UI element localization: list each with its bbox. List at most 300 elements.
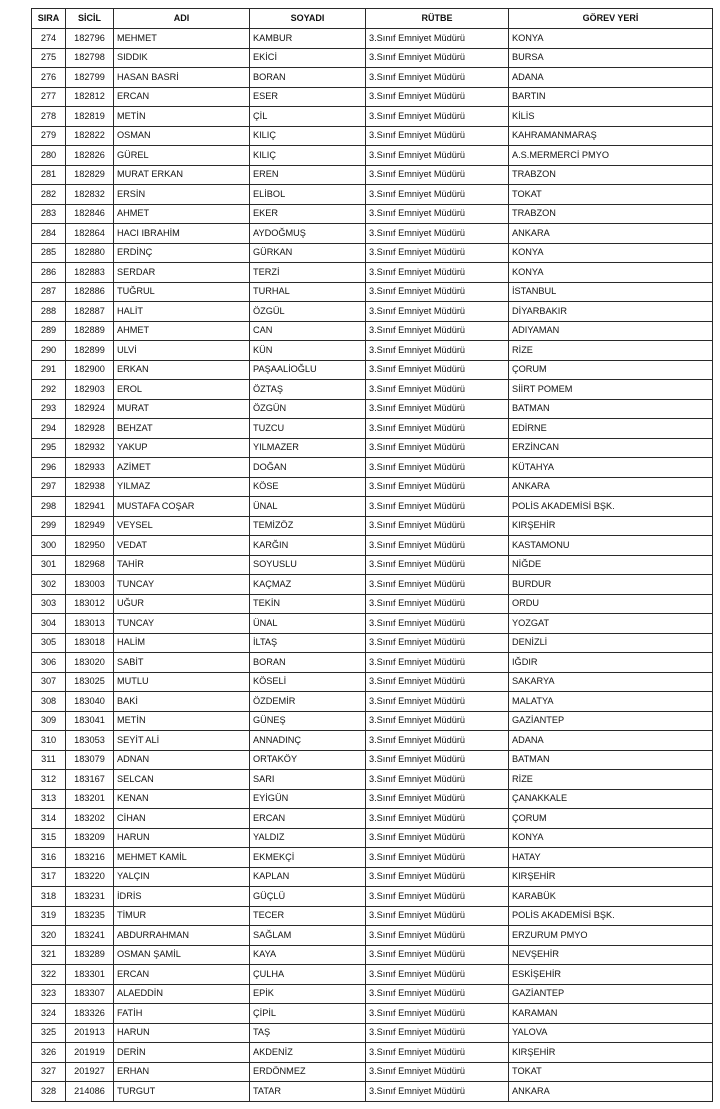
cell-sicil: 182928 <box>66 419 114 439</box>
cell-sicil: 182950 <box>66 536 114 556</box>
table-body <box>32 29 713 1102</box>
cell-soyadi: GÜÇLÜ <box>250 887 366 907</box>
cell-gorev-yeri: POLİS AKADEMİSİ BŞK. <box>509 906 713 926</box>
table-row <box>32 653 713 673</box>
cell-adi: DERİN <box>114 1043 250 1063</box>
cell-adi: SABİT <box>114 653 250 673</box>
cell-sira: 300 <box>32 536 66 556</box>
cell-gorev-yeri: YOZGAT <box>509 614 713 634</box>
cell-soyadi: EYİGÜN <box>250 789 366 809</box>
table-row <box>32 906 713 926</box>
cell-sira: 308 <box>32 692 66 712</box>
cell-sicil: 183301 <box>66 965 114 985</box>
cell-gorev-yeri: KONYA <box>509 263 713 283</box>
table-row <box>32 68 713 88</box>
cell-rutbe: 3.Sınıf Emniyet Müdürü <box>366 750 509 770</box>
table-row <box>32 965 713 985</box>
cell-gorev-yeri: IĞDIR <box>509 653 713 673</box>
cell-gorev-yeri: ANKARA <box>509 1082 713 1102</box>
cell-gorev-yeri: TOKAT <box>509 1062 713 1082</box>
table-row <box>32 594 713 614</box>
table-row <box>32 1082 713 1102</box>
cell-rutbe: 3.Sınıf Emniyet Müdürü <box>366 438 509 458</box>
cell-gorev-yeri: GAZİANTEP <box>509 711 713 731</box>
table-row <box>32 867 713 887</box>
cell-soyadi: CAN <box>250 321 366 341</box>
cell-soyadi: YILMAZER <box>250 438 366 458</box>
cell-gorev-yeri: DİYARBAKIR <box>509 302 713 322</box>
cell-sicil: 201919 <box>66 1043 114 1063</box>
cell-adi: YAKUP <box>114 438 250 458</box>
cell-rutbe: 3.Sınıf Emniyet Müdürü <box>366 243 509 263</box>
table-row <box>32 1043 713 1063</box>
cell-rutbe: 3.Sınıf Emniyet Müdürü <box>366 302 509 322</box>
cell-soyadi: TAŞ <box>250 1023 366 1043</box>
cell-sira: 307 <box>32 672 66 692</box>
cell-soyadi: YALDIZ <box>250 828 366 848</box>
cell-sira: 303 <box>32 594 66 614</box>
cell-adi: TUNCAY <box>114 614 250 634</box>
cell-sira: 274 <box>32 29 66 49</box>
cell-adi: CİHAN <box>114 809 250 829</box>
cell-gorev-yeri: TRABZON <box>509 204 713 224</box>
cell-sicil: 183020 <box>66 653 114 673</box>
cell-sira: 275 <box>32 48 66 68</box>
cell-rutbe: 3.Sınıf Emniyet Müdürü <box>366 87 509 107</box>
cell-soyadi: ÇİL <box>250 107 366 127</box>
cell-adi: SEYİT ALİ <box>114 731 250 751</box>
cell-soyadi: TEMİZÖZ <box>250 516 366 536</box>
cell-rutbe: 3.Sınıf Emniyet Müdürü <box>366 107 509 127</box>
cell-sicil: 201927 <box>66 1062 114 1082</box>
cell-gorev-yeri: ADANA <box>509 68 713 88</box>
cell-sira: 302 <box>32 575 66 595</box>
cell-adi: TAHİR <box>114 555 250 575</box>
cell-sira: 322 <box>32 965 66 985</box>
cell-sicil: 182938 <box>66 477 114 497</box>
cell-sira: 279 <box>32 126 66 146</box>
cell-sira: 289 <box>32 321 66 341</box>
cell-adi: AHMET <box>114 321 250 341</box>
cell-sira: 320 <box>32 926 66 946</box>
cell-soyadi: EKİCİ <box>250 48 366 68</box>
cell-adi: OSMAN <box>114 126 250 146</box>
cell-sicil: 183167 <box>66 770 114 790</box>
personnel-table <box>31 8 713 1102</box>
header-rutbe: RÜTBE <box>366 9 509 29</box>
cell-sira: 288 <box>32 302 66 322</box>
cell-rutbe: 3.Sınıf Emniyet Müdürü <box>366 29 509 49</box>
cell-rutbe: 3.Sınıf Emniyet Müdürü <box>366 204 509 224</box>
cell-adi: BAKİ <box>114 692 250 712</box>
cell-sicil: 183025 <box>66 672 114 692</box>
cell-rutbe: 3.Sınıf Emniyet Müdürü <box>366 711 509 731</box>
table-row <box>32 282 713 302</box>
cell-rutbe: 3.Sınıf Emniyet Müdürü <box>366 770 509 790</box>
table-row <box>32 29 713 49</box>
cell-adi: AZİMET <box>114 458 250 478</box>
cell-sira: 278 <box>32 107 66 127</box>
cell-soyadi: TECER <box>250 906 366 926</box>
cell-sira: 309 <box>32 711 66 731</box>
cell-gorev-yeri: ORDU <box>509 594 713 614</box>
cell-adi: ADNAN <box>114 750 250 770</box>
cell-soyadi: SARI <box>250 770 366 790</box>
cell-rutbe: 3.Sınıf Emniyet Müdürü <box>366 1043 509 1063</box>
cell-sira: 280 <box>32 146 66 166</box>
cell-sira: 283 <box>32 204 66 224</box>
cell-soyadi: ÇİPİL <box>250 1004 366 1024</box>
cell-adi: UĞUR <box>114 594 250 614</box>
cell-gorev-yeri: SAKARYA <box>509 672 713 692</box>
cell-gorev-yeri: ESKİŞEHİR <box>509 965 713 985</box>
cell-soyadi: AYDOĞMUŞ <box>250 224 366 244</box>
table-row <box>32 750 713 770</box>
cell-sicil: 183201 <box>66 789 114 809</box>
cell-rutbe: 3.Sınıf Emniyet Müdürü <box>366 458 509 478</box>
cell-sicil: 182886 <box>66 282 114 302</box>
cell-rutbe: 3.Sınıf Emniyet Müdürü <box>366 1082 509 1102</box>
cell-soyadi: KÖSELİ <box>250 672 366 692</box>
cell-gorev-yeri: GAZİANTEP <box>509 984 713 1004</box>
cell-soyadi: TURHAL <box>250 282 366 302</box>
cell-sira: 285 <box>32 243 66 263</box>
cell-sicil: 182819 <box>66 107 114 127</box>
cell-soyadi: KAMBUR <box>250 29 366 49</box>
cell-soyadi: KÖSE <box>250 477 366 497</box>
cell-rutbe: 3.Sınıf Emniyet Müdürü <box>366 263 509 283</box>
cell-sicil: 182933 <box>66 458 114 478</box>
cell-sicil: 183241 <box>66 926 114 946</box>
cell-gorev-yeri: ADANA <box>509 731 713 751</box>
cell-rutbe: 3.Sınıf Emniyet Müdürü <box>366 887 509 907</box>
cell-adi: OSMAN ŞAMİL <box>114 945 250 965</box>
cell-rutbe: 3.Sınıf Emniyet Müdürü <box>366 497 509 517</box>
table-row <box>32 380 713 400</box>
cell-gorev-yeri: ERZİNCAN <box>509 438 713 458</box>
cell-adi: SIDDIK <box>114 48 250 68</box>
cell-sira: 318 <box>32 887 66 907</box>
cell-soyadi: SOYUSLU <box>250 555 366 575</box>
cell-adi: YILMAZ <box>114 477 250 497</box>
cell-gorev-yeri: KARABÜK <box>509 887 713 907</box>
cell-rutbe: 3.Sınıf Emniyet Müdürü <box>366 321 509 341</box>
cell-rutbe: 3.Sınıf Emniyet Müdürü <box>366 809 509 829</box>
cell-rutbe: 3.Sınıf Emniyet Müdürü <box>366 789 509 809</box>
cell-rutbe: 3.Sınıf Emniyet Müdürü <box>366 48 509 68</box>
header-soyadi: SOYADI <box>250 9 366 29</box>
cell-soyadi: ÜNAL <box>250 497 366 517</box>
cell-adi: GÜREL <box>114 146 250 166</box>
cell-adi: FATİH <box>114 1004 250 1024</box>
cell-sicil: 183209 <box>66 828 114 848</box>
cell-soyadi: EREN <box>250 165 366 185</box>
cell-sira: 327 <box>32 1062 66 1082</box>
cell-sicil: 182799 <box>66 68 114 88</box>
cell-sicil: 182864 <box>66 224 114 244</box>
cell-soyadi: ÇULHA <box>250 965 366 985</box>
cell-rutbe: 3.Sınıf Emniyet Müdürü <box>366 848 509 868</box>
table-row <box>32 614 713 634</box>
cell-sira: 312 <box>32 770 66 790</box>
table-row <box>32 848 713 868</box>
cell-gorev-yeri: KİLİS <box>509 107 713 127</box>
cell-adi: ERCAN <box>114 87 250 107</box>
cell-sicil: 201913 <box>66 1023 114 1043</box>
cell-soyadi: ÖZGÜN <box>250 399 366 419</box>
table-row <box>32 536 713 556</box>
cell-sicil: 182900 <box>66 360 114 380</box>
cell-adi: HASAN BASRİ <box>114 68 250 88</box>
table-row <box>32 419 713 439</box>
cell-sicil: 183041 <box>66 711 114 731</box>
cell-sira: 298 <box>32 497 66 517</box>
cell-sira: 293 <box>32 399 66 419</box>
cell-sicil: 183235 <box>66 906 114 926</box>
cell-sicil: 183053 <box>66 731 114 751</box>
cell-sira: 277 <box>32 87 66 107</box>
table-row <box>32 87 713 107</box>
cell-adi: SERDAR <box>114 263 250 283</box>
cell-soyadi: İLTAŞ <box>250 633 366 653</box>
cell-gorev-yeri: ANKARA <box>509 224 713 244</box>
cell-gorev-yeri: ANKARA <box>509 477 713 497</box>
cell-rutbe: 3.Sınıf Emniyet Müdürü <box>366 419 509 439</box>
cell-rutbe: 3.Sınıf Emniyet Müdürü <box>366 614 509 634</box>
header-sira: SIRA <box>32 9 66 29</box>
cell-adi: YALÇIN <box>114 867 250 887</box>
cell-sira: 310 <box>32 731 66 751</box>
cell-sira: 286 <box>32 263 66 283</box>
cell-sicil: 182832 <box>66 185 114 205</box>
cell-sicil: 182812 <box>66 87 114 107</box>
cell-sicil: 183003 <box>66 575 114 595</box>
cell-sicil: 182829 <box>66 165 114 185</box>
cell-rutbe: 3.Sınıf Emniyet Müdürü <box>366 516 509 536</box>
cell-rutbe: 3.Sınıf Emniyet Müdürü <box>366 945 509 965</box>
cell-soyadi: EKER <box>250 204 366 224</box>
cell-gorev-yeri: BARTIN <box>509 87 713 107</box>
cell-rutbe: 3.Sınıf Emniyet Müdürü <box>366 984 509 1004</box>
cell-adi: ERDİNÇ <box>114 243 250 263</box>
cell-gorev-yeri: EDİRNE <box>509 419 713 439</box>
cell-soyadi: PAŞAALİOĞLU <box>250 360 366 380</box>
cell-sicil: 183040 <box>66 692 114 712</box>
cell-soyadi: TEKİN <box>250 594 366 614</box>
cell-sicil: 182880 <box>66 243 114 263</box>
cell-sicil: 182826 <box>66 146 114 166</box>
table-row <box>32 224 713 244</box>
cell-sira: 291 <box>32 360 66 380</box>
cell-rutbe: 3.Sınıf Emniyet Müdürü <box>366 1004 509 1024</box>
cell-sira: 305 <box>32 633 66 653</box>
cell-sicil: 182932 <box>66 438 114 458</box>
cell-adi: EROL <box>114 380 250 400</box>
cell-adi: TURGUT <box>114 1082 250 1102</box>
cell-rutbe: 3.Sınıf Emniyet Müdürü <box>366 68 509 88</box>
cell-rutbe: 3.Sınıf Emniyet Müdürü <box>366 555 509 575</box>
header-adi: ADI <box>114 9 250 29</box>
cell-soyadi: ERCAN <box>250 809 366 829</box>
cell-adi: ABDURRAHMAN <box>114 926 250 946</box>
cell-rutbe: 3.Sınıf Emniyet Müdürü <box>366 828 509 848</box>
cell-adi: ULVİ <box>114 341 250 361</box>
cell-gorev-yeri: MALATYA <box>509 692 713 712</box>
cell-gorev-yeri: NEVŞEHİR <box>509 945 713 965</box>
cell-rutbe: 3.Sınıf Emniyet Müdürü <box>366 672 509 692</box>
cell-sicil: 183018 <box>66 633 114 653</box>
cell-sira: 311 <box>32 750 66 770</box>
table-row <box>32 165 713 185</box>
cell-rutbe: 3.Sınıf Emniyet Müdürü <box>366 477 509 497</box>
cell-sicil: 183013 <box>66 614 114 634</box>
cell-rutbe: 3.Sınıf Emniyet Müdürü <box>366 341 509 361</box>
cell-gorev-yeri: KONYA <box>509 243 713 263</box>
cell-sira: 287 <box>32 282 66 302</box>
cell-sicil: 182968 <box>66 555 114 575</box>
cell-sira: 297 <box>32 477 66 497</box>
cell-sicil: 182796 <box>66 29 114 49</box>
cell-rutbe: 3.Sınıf Emniyet Müdürü <box>366 1023 509 1043</box>
cell-adi: TUĞRUL <box>114 282 250 302</box>
cell-soyadi: KILIÇ <box>250 146 366 166</box>
cell-soyadi: ÜNAL <box>250 614 366 634</box>
cell-soyadi: SAĞLAM <box>250 926 366 946</box>
cell-adi: ERCAN <box>114 965 250 985</box>
cell-sira: 276 <box>32 68 66 88</box>
header-row <box>32 9 713 29</box>
cell-adi: TUNCAY <box>114 575 250 595</box>
cell-gorev-yeri: HATAY <box>509 848 713 868</box>
cell-soyadi: ESER <box>250 87 366 107</box>
cell-adi: İDRİS <box>114 887 250 907</box>
table-row <box>32 438 713 458</box>
cell-gorev-yeri: DENİZLİ <box>509 633 713 653</box>
cell-gorev-yeri: KIRŞEHİR <box>509 867 713 887</box>
header-sicil: SİCİL <box>66 9 114 29</box>
cell-rutbe: 3.Sınıf Emniyet Müdürü <box>366 146 509 166</box>
cell-soyadi: GÜNEŞ <box>250 711 366 731</box>
cell-adi: MURAT <box>114 399 250 419</box>
cell-rutbe: 3.Sınıf Emniyet Müdürü <box>366 594 509 614</box>
table-row <box>32 48 713 68</box>
table-row <box>32 770 713 790</box>
table-row <box>32 555 713 575</box>
table-row <box>32 926 713 946</box>
cell-gorev-yeri: TRABZON <box>509 165 713 185</box>
cell-gorev-yeri: KONYA <box>509 828 713 848</box>
cell-soyadi: KAÇMAZ <box>250 575 366 595</box>
cell-rutbe: 3.Sınıf Emniyet Müdürü <box>366 165 509 185</box>
cell-sira: 323 <box>32 984 66 1004</box>
table-row <box>32 1004 713 1024</box>
table-row <box>32 711 713 731</box>
cell-rutbe: 3.Sınıf Emniyet Müdürü <box>366 575 509 595</box>
table-row <box>32 263 713 283</box>
table-row <box>32 1023 713 1043</box>
cell-gorev-yeri: KIRŞEHİR <box>509 516 713 536</box>
cell-gorev-yeri: BATMAN <box>509 399 713 419</box>
cell-rutbe: 3.Sınıf Emniyet Müdürü <box>366 380 509 400</box>
cell-sicil: 183326 <box>66 1004 114 1024</box>
cell-adi: ERSİN <box>114 185 250 205</box>
cell-soyadi: DOĞAN <box>250 458 366 478</box>
table-row <box>32 399 713 419</box>
cell-gorev-yeri: KARAMAN <box>509 1004 713 1024</box>
cell-rutbe: 3.Sınıf Emniyet Müdürü <box>366 906 509 926</box>
cell-sicil: 183307 <box>66 984 114 1004</box>
cell-sicil: 182949 <box>66 516 114 536</box>
cell-sira: 325 <box>32 1023 66 1043</box>
cell-rutbe: 3.Sınıf Emniyet Müdürü <box>366 731 509 751</box>
table-row <box>32 185 713 205</box>
cell-soyadi: TUZCU <box>250 419 366 439</box>
cell-gorev-yeri: BURDUR <box>509 575 713 595</box>
cell-soyadi: AKDENİZ <box>250 1043 366 1063</box>
cell-adi: HARUN <box>114 828 250 848</box>
cell-soyadi: ERDÖNMEZ <box>250 1062 366 1082</box>
table-row <box>32 516 713 536</box>
cell-soyadi: ORTAKÖY <box>250 750 366 770</box>
table-row <box>32 789 713 809</box>
cell-sicil: 214086 <box>66 1082 114 1102</box>
cell-sicil: 182822 <box>66 126 114 146</box>
cell-soyadi: ÖZDEMİR <box>250 692 366 712</box>
table-row <box>32 945 713 965</box>
cell-sira: 328 <box>32 1082 66 1102</box>
cell-soyadi: EKMEKÇİ <box>250 848 366 868</box>
cell-soyadi: ÖZGÜL <box>250 302 366 322</box>
cell-rutbe: 3.Sınıf Emniyet Müdürü <box>366 692 509 712</box>
cell-adi: VEYSEL <box>114 516 250 536</box>
cell-adi: HACI IBRAHİM <box>114 224 250 244</box>
cell-rutbe: 3.Sınıf Emniyet Müdürü <box>366 965 509 985</box>
cell-sira: 296 <box>32 458 66 478</box>
cell-adi: AHMET <box>114 204 250 224</box>
header-gorev-yeri: GÖREV YERİ <box>509 9 713 29</box>
cell-gorev-yeri: RİZE <box>509 341 713 361</box>
cell-rutbe: 3.Sınıf Emniyet Müdürü <box>366 224 509 244</box>
cell-gorev-yeri: BURSA <box>509 48 713 68</box>
cell-rutbe: 3.Sınıf Emniyet Müdürü <box>366 185 509 205</box>
cell-sicil: 182941 <box>66 497 114 517</box>
cell-soyadi: ÖZTAŞ <box>250 380 366 400</box>
cell-adi: METİN <box>114 711 250 731</box>
cell-gorev-yeri: ADIYAMAN <box>509 321 713 341</box>
table-row <box>32 204 713 224</box>
cell-soyadi: BORAN <box>250 653 366 673</box>
cell-rutbe: 3.Sınıf Emniyet Müdürü <box>366 536 509 556</box>
cell-sicil: 182899 <box>66 341 114 361</box>
table-row <box>32 672 713 692</box>
cell-sira: 299 <box>32 516 66 536</box>
cell-gorev-yeri: RİZE <box>509 770 713 790</box>
table-row <box>32 633 713 653</box>
table-row <box>32 477 713 497</box>
table-row <box>32 146 713 166</box>
cell-rutbe: 3.Sınıf Emniyet Müdürü <box>366 399 509 419</box>
cell-rutbe: 3.Sınıf Emniyet Müdürü <box>366 126 509 146</box>
cell-rutbe: 3.Sınıf Emniyet Müdürü <box>366 926 509 946</box>
cell-adi: HALİT <box>114 302 250 322</box>
cell-gorev-yeri: KIRŞEHİR <box>509 1043 713 1063</box>
cell-adi: ERHAN <box>114 1062 250 1082</box>
cell-gorev-yeri: POLİS AKADEMİSİ BŞK. <box>509 497 713 517</box>
cell-gorev-yeri: İSTANBUL <box>509 282 713 302</box>
cell-sira: 282 <box>32 185 66 205</box>
table-row <box>32 321 713 341</box>
cell-sira: 281 <box>32 165 66 185</box>
